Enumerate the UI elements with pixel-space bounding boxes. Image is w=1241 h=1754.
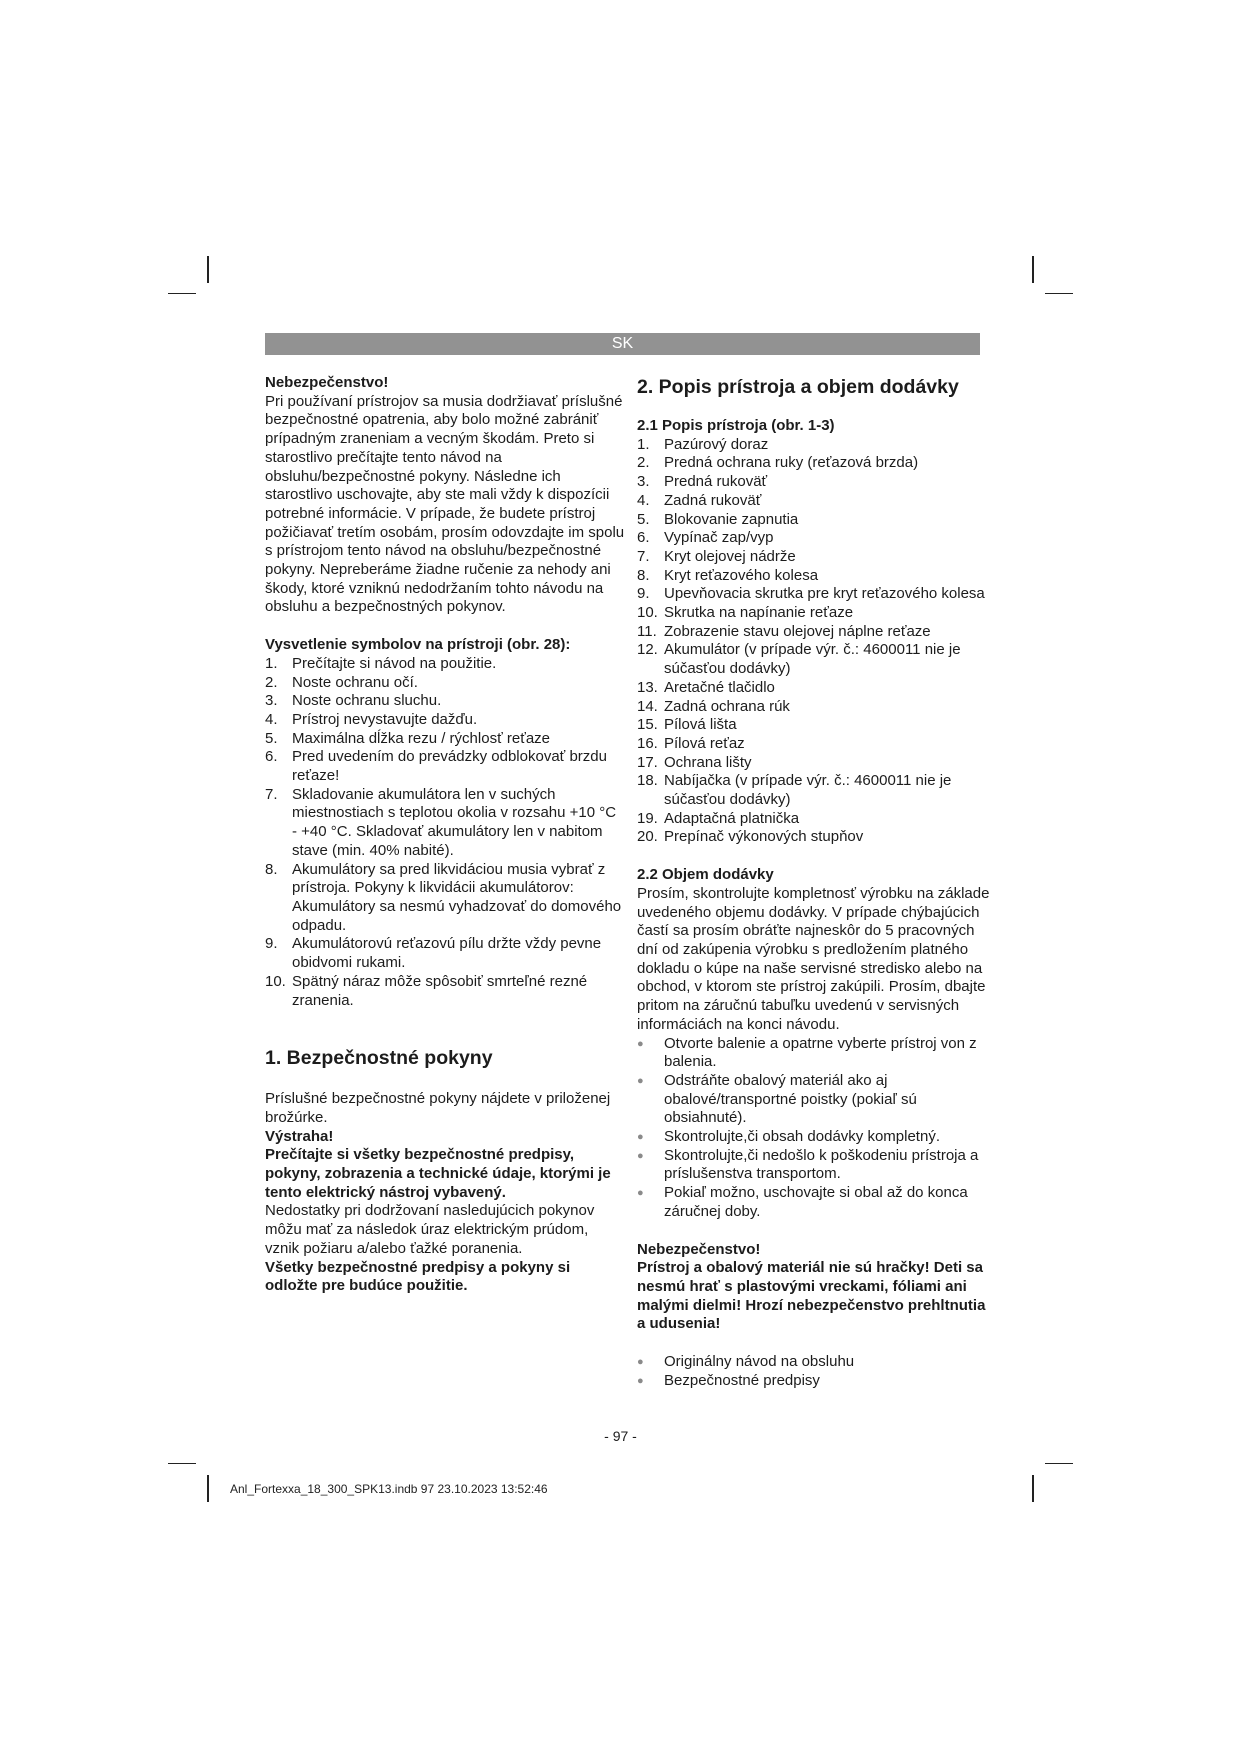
list-item: 10. Skrutka na napínanie reťaze (637, 604, 854, 622)
danger-text: Pri používaní prístrojov sa musia dodržiavať príslušné bezpečnostné opatrenia, aby bolo možné zabrániť prípadným zraneniam a vecným škodám. Preto si starostlivo prečítajte tento návod na obsluhu/bezpečnostné pokyny. Následne ich starostlivo uschovajte, aby ste mali vždy k dispozícii potrebné informácie. V prípade, že budete prístroj požičiavať tretím osobám, prosím odovzdajte im spolu s prístrojom tento návod na obsluhu/bezpečnostné pokyny. Nepreberáme žiadne ručenie za nehody ani škody, ktoré vzniknú nedodržaním tohto návodu na obsluhu a bezpečnostných pokynov. (265, 392, 625, 616)
danger2-text: Prístroj a obalový materiál nie sú hračky! Deti sa nesmú hrať s plastovými vreckami, fóliami ani malými dielmi! Hrozí nebezpečenstvo prehltnutia a udusenia! (637, 1259, 986, 1333)
crop-mark (207, 256, 209, 283)
list-item: 6. Pred uvedením do prevádzky odblokovať brzdu reťaze! (265, 748, 607, 785)
section1-intro: Príslušné bezpečnostné pokyny nájdete v priloženej brožúrke. (265, 1090, 611, 1126)
list-item: ● Otvorte balenie a opatrne vyberte prístroj von z balenia. (637, 1035, 997, 1072)
keep-instructions: Všetky bezpečnostné predpisy a pokyny si odložte pre budúce použitie. (265, 1258, 571, 1295)
list-item: ● Originálny návod na obsluhu (637, 1353, 997, 1372)
list-item: 20. Prepínač výkonových stupňov (637, 828, 864, 846)
symbols-title: Vysvetlenie symbolov na prístroji (obr. 28): (265, 636, 571, 654)
list-item: 7. Kryt olejovej nádrže (637, 547, 796, 565)
sub21-title: 2.1 Popis prístroja (obr. 1-3) (637, 417, 835, 434)
sub22-title: 2.2 Objem dodávky (637, 866, 774, 884)
list-item: 8. Kryt reťazového kolesa (637, 566, 819, 584)
list-item: 9. Akumulátorovú reťazovú pílu držte vždy pevne obidvomi rukami. (265, 935, 602, 972)
right-column (637, 374, 997, 1390)
list-item: 10. Spätný náraz môže spôsobiť smrteľné rezné zranenia. (265, 972, 588, 1009)
list-item: 18. Nabíjačka (v prípade výr. č.: 4600011 nie je súčasťou dodávky) (637, 772, 952, 809)
warning-title: Výstraha! (265, 1127, 334, 1145)
crop-mark (1045, 1463, 1073, 1464)
crop-mark (1032, 1475, 1034, 1502)
list-item: 14. Zadná ochrana rúk (637, 697, 790, 715)
danger-title: Nebezpečenstvo! (265, 374, 389, 391)
parts-list (637, 436, 997, 847)
list-item: 8. Akumulátory sa pred likvidáciou musia vybrať z prístroja. Pokyny k likvidácii akumulátorov: Akumulátory sa nesmú vyhadzovať do domového odpadu. (265, 860, 622, 934)
list-item: 12. Akumulátor (v prípade výr. č.: 4600011 nie je súčasťou dodávky) (637, 641, 961, 678)
list-item: 4. Zadná rukoväť (637, 491, 762, 509)
list-item: ● Pokiaľ možno, uschovajte si obal až do konca záručnej doby. (637, 1184, 997, 1221)
list-item: ● Skontrolujte,či nedošlo k poškodeniu prístroja a príslušenstva transportom. (637, 1147, 997, 1184)
list-item: 9. Upevňovacia skrutka pre kryt reťazového kolesa (637, 585, 985, 603)
page-number: - 97 - (604, 1428, 637, 1444)
list-item: 4. Prístroj nevystavujte dažďu. (265, 710, 478, 728)
print-footer: Anl_Fortexxa_18_300_SPK13.indb 97 23.10.2023 13:52:46 (230, 1482, 548, 1496)
crop-mark (1032, 256, 1034, 283)
list-item: 3. Noste ochranu sluchu. (265, 692, 442, 710)
crop-mark (207, 1475, 209, 1502)
left-column (265, 374, 625, 1296)
list-item: 6. Vypínač zap/vyp (637, 529, 774, 547)
crop-mark (1045, 293, 1073, 294)
list-item: 17. Ochrana lišty (637, 753, 752, 771)
danger2-title: Nebezpečenstvo! (637, 1240, 761, 1258)
list-item: 11. Zobrazenie stavu olejovej náplne reťaze (637, 622, 931, 640)
list-item: 1. Prečítajte si návod na použitie. (265, 654, 497, 672)
included-documents (637, 1353, 997, 1390)
crop-mark (168, 1463, 196, 1464)
warning-text: Nedostatky pri dodržovaní nasledujúcich pokynov môžu mať za následok úraz elektrickým prúdom, vznik požiaru a/alebo ťažké poranenia. (265, 1202, 595, 1257)
list-item: ● Skontrolujte,či obsah dodávky kompletný. (637, 1128, 997, 1147)
list-item: 5. Blokovanie zapnutia (637, 510, 799, 528)
list-item: 2. Predná ochrana ruky (reťazová brzda) (637, 454, 919, 472)
list-item: 19. Adaptačná platnička (637, 809, 800, 827)
section2-title: 2. Popis prístroja a objem dodávky (637, 376, 959, 398)
sub22-text: Prosím, skontrolujte kompletnosť výrobku na základe uvedeného objemu dodávky. V prípade chýbajúcich častí sa prosím obráťte najneskôr do 5 pracovných dní od zakúpenia výrobku s predložením platného dokladu o kúpe na naše servisné stredisko alebo na obchod, v ktorom ste prístroj zakúpili. Prosím, dbajte pritom na záručnú tabuľku uvedenú v servisných informáciách na konci návodu. (637, 884, 990, 1033)
crop-mark (168, 293, 196, 294)
list-item: 3. Predná rukoväť (637, 473, 768, 491)
unpacking-steps (637, 1035, 997, 1222)
section1-title: 1. Bezpečnostné pokyny (265, 1047, 493, 1070)
list-item: 16. Pílová reťaz (637, 734, 745, 752)
language-header: SK (265, 333, 980, 355)
list-item: ● Bezpečnostné predpisy (637, 1372, 997, 1391)
list-item: 5. Maximálna dĺžka rezu / rýchlosť reťaze (265, 729, 551, 747)
list-item: 2. Noste ochranu očí. (265, 673, 418, 691)
list-item: 13. Aretačné tlačidlo (637, 678, 775, 696)
list-item: 1. Pazúrový doraz (637, 435, 769, 453)
list-item: 7. Skladovanie akumulátora len v suchých miestnostiach s teplotou okolia v rozsahu +10 °C - +40 °C. Skladovať akumulátory len v nabitom stave (min. 40% nabité). (265, 785, 617, 859)
list-item: ● Odstráňte obalový materiál ako aj obalové/transportné poistky (pokiaľ sú obsiahnuté). (637, 1072, 997, 1128)
list-item: 15. Pílová lišta (637, 716, 737, 734)
symbols-list (265, 655, 625, 1010)
warning-bold: Prečítajte si všetky bezpečnostné predpisy, pokyny, zobrazenia a technické údaje, ktorými je tento elektrický nástroj vybavený. (265, 1146, 611, 1201)
